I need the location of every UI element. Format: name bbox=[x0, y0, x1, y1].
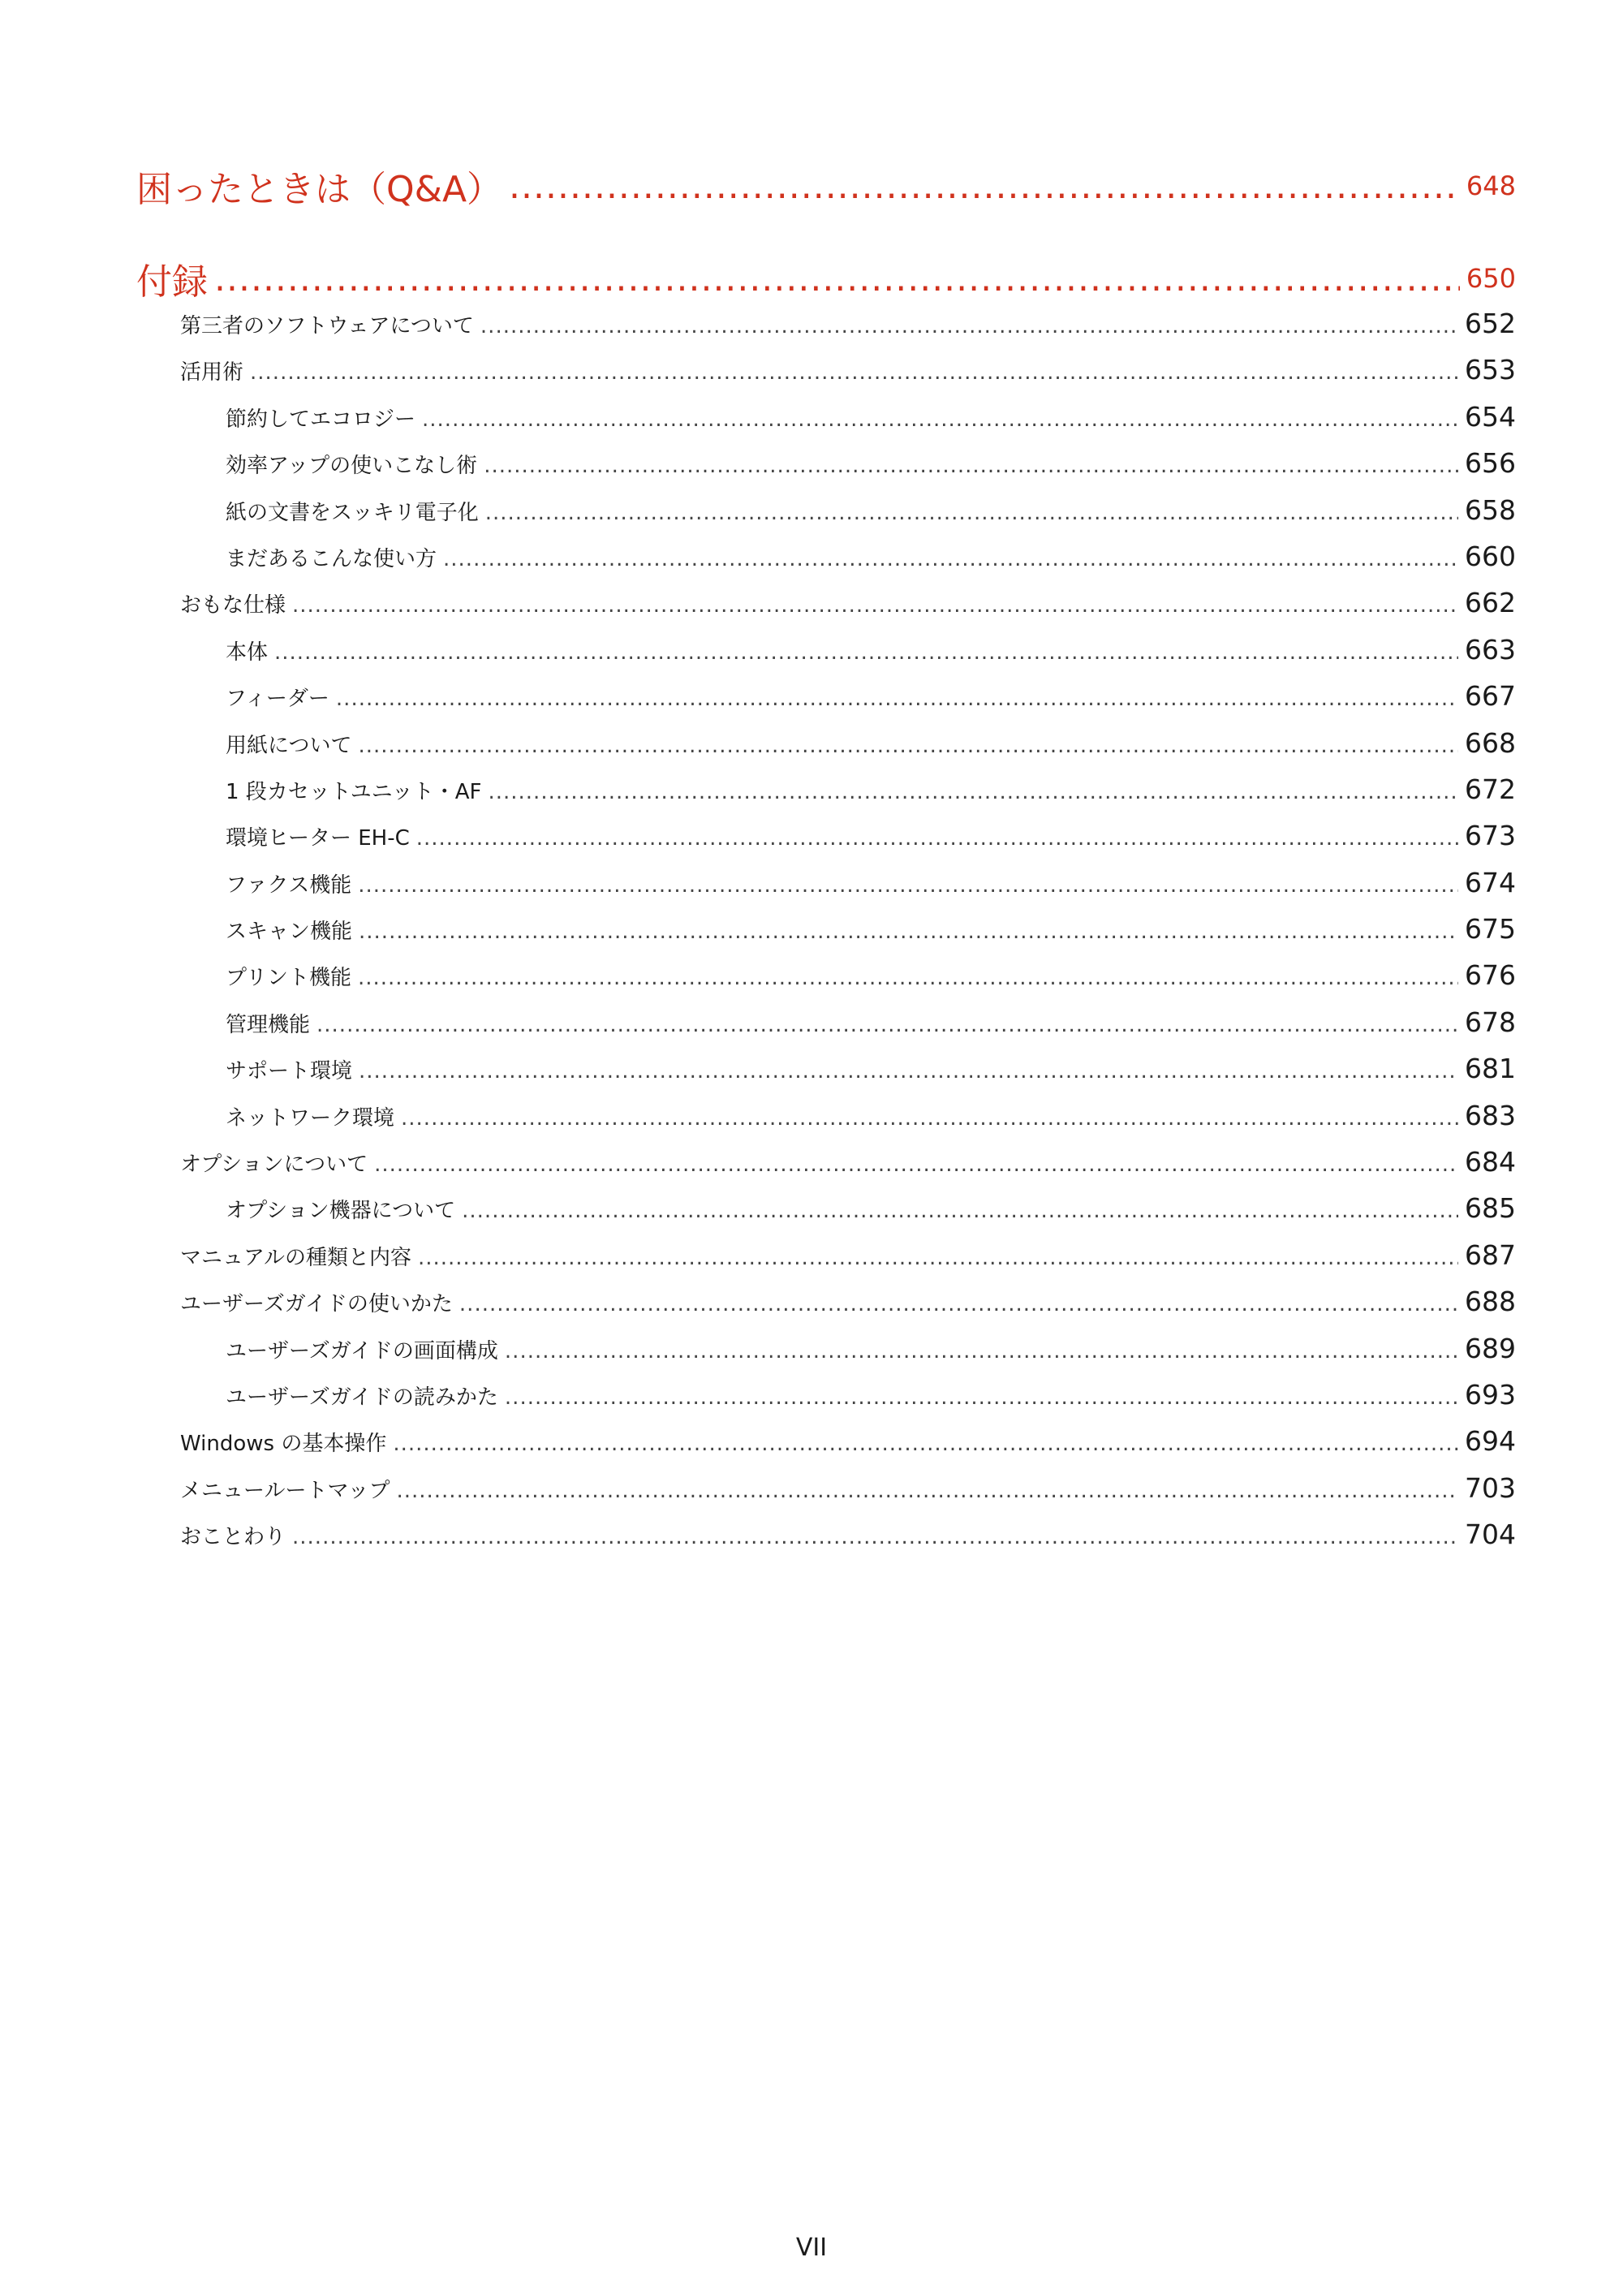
toc-page-number: 689 bbox=[1465, 1332, 1516, 1364]
toc-entry[interactable] bbox=[136, 1092, 1516, 1139]
toc-entry-label: 効率アップの使いこなし術 bbox=[226, 454, 478, 479]
dot-leader bbox=[250, 350, 1458, 396]
dot-leader bbox=[316, 1002, 1458, 1049]
toc-entry-label: 管理機能 bbox=[226, 1012, 311, 1037]
toc-entry[interactable] bbox=[136, 952, 1516, 998]
toc-page-number: 652 bbox=[1465, 308, 1516, 339]
toc-page-number: 654 bbox=[1465, 400, 1516, 433]
dot-leader bbox=[480, 304, 1458, 350]
toc-entry[interactable] bbox=[136, 394, 1516, 440]
toc-page-number: 648 bbox=[1466, 170, 1516, 201]
toc-entry-label: まだあるこんな使い方 bbox=[226, 546, 437, 571]
dot-leader bbox=[443, 536, 1458, 583]
toc-entry[interactable] bbox=[136, 1232, 1516, 1278]
toc-entry-label: マニュアルの種類と内容 bbox=[180, 1245, 411, 1270]
toc-page-number: 658 bbox=[1465, 493, 1516, 526]
toc-entry[interactable] bbox=[136, 999, 1516, 1045]
toc-chapter-title: 困ったときは（Q&A） bbox=[136, 169, 503, 210]
dot-leader bbox=[488, 769, 1458, 816]
toc-entry[interactable] bbox=[136, 533, 1516, 579]
toc-page-number: 663 bbox=[1465, 633, 1516, 666]
toc-entry[interactable] bbox=[136, 347, 1516, 393]
toc-page-number: 650 bbox=[1466, 263, 1516, 294]
toc-entry[interactable] bbox=[136, 1511, 1516, 1557]
dot-leader bbox=[359, 909, 1458, 955]
toc-page-number: 678 bbox=[1465, 1006, 1516, 1038]
toc-page-number: 673 bbox=[1465, 820, 1516, 852]
toc-entry[interactable] bbox=[136, 1278, 1516, 1325]
dot-leader bbox=[374, 1142, 1458, 1188]
toc-entry-label: オプション機器について bbox=[226, 1199, 456, 1224]
toc-page-number: 703 bbox=[1465, 1471, 1516, 1504]
toc-page-number: 676 bbox=[1465, 959, 1516, 992]
toc-page-number: 672 bbox=[1465, 773, 1516, 805]
toc-entry[interactable] bbox=[136, 300, 1516, 347]
toc-entry[interactable] bbox=[136, 579, 1516, 626]
dot-leader bbox=[393, 1421, 1458, 1467]
toc-page-number: 688 bbox=[1465, 1286, 1516, 1318]
toc-page-number: 685 bbox=[1465, 1192, 1516, 1225]
toc-chapter-appendix[interactable] bbox=[136, 213, 1516, 303]
toc-entry[interactable] bbox=[136, 766, 1516, 812]
toc-entry-label: 紙の文書をスッキリ電子化 bbox=[226, 500, 479, 525]
toc-chapter-title: 付録 bbox=[136, 261, 208, 303]
dot-leader bbox=[416, 816, 1458, 862]
dot-leader bbox=[292, 1514, 1458, 1561]
dot-leader bbox=[274, 630, 1458, 676]
toc-entry-label: 第三者のソフトウェアについて bbox=[180, 314, 474, 338]
toc-entry[interactable] bbox=[136, 487, 1516, 533]
toc-entry-label: 活用術 bbox=[180, 360, 244, 386]
toc-page-number: 704 bbox=[1465, 1518, 1516, 1551]
toc-entry-label: ユーザーズガイドの読みかた bbox=[226, 1385, 498, 1410]
dot-leader bbox=[422, 397, 1458, 443]
toc-entry-label: スキャン機能 bbox=[226, 920, 353, 945]
toc-entry[interactable] bbox=[136, 1139, 1516, 1185]
toc-entry[interactable] bbox=[136, 812, 1516, 859]
toc-entry-label: 1 段カセットユニット・AF bbox=[226, 779, 482, 804]
toc-entry[interactable] bbox=[136, 720, 1516, 766]
toc-entry-label: ファクス機能 bbox=[226, 872, 352, 898]
dot-leader bbox=[336, 676, 1458, 722]
table-of-contents bbox=[136, 159, 1516, 1558]
toc-page-number: 660 bbox=[1465, 540, 1516, 572]
toc-entry-label: 環境ヒーター EH-C bbox=[226, 826, 410, 851]
dot-leader bbox=[509, 166, 1460, 207]
toc-page-number: 667 bbox=[1465, 680, 1516, 713]
toc-entry[interactable] bbox=[136, 627, 1516, 673]
toc-entry-label: ネットワーク環境 bbox=[226, 1105, 395, 1131]
toc-entry[interactable] bbox=[136, 1325, 1516, 1372]
toc-page-number: 653 bbox=[1465, 354, 1516, 386]
toc-entry-label: ユーザーズガイドの画面構成 bbox=[226, 1338, 498, 1363]
toc-page-number: 662 bbox=[1465, 587, 1516, 619]
toc-page-number: 693 bbox=[1465, 1378, 1516, 1411]
toc-entry[interactable] bbox=[136, 1465, 1516, 1511]
footer-page-number: VII bbox=[795, 2234, 828, 2262]
dot-leader bbox=[462, 1188, 1458, 1234]
toc-entry[interactable] bbox=[136, 859, 1516, 906]
toc-entry-label: 用紙について bbox=[226, 733, 352, 758]
toc-entry-label: メニュールートマップ bbox=[180, 1478, 390, 1503]
toc-page-number: 687 bbox=[1465, 1238, 1516, 1271]
toc-entry-list bbox=[136, 300, 1516, 1558]
dot-leader bbox=[418, 1235, 1458, 1282]
toc-entry[interactable] bbox=[136, 1418, 1516, 1464]
toc-page-number: 675 bbox=[1465, 913, 1516, 946]
toc-entry-label: 本体 bbox=[226, 640, 269, 665]
toc-chapter-troubleshooting[interactable] bbox=[136, 159, 1516, 213]
toc-entry-label: フィーダー bbox=[226, 687, 329, 712]
toc-entry-label: Windows の基本操作 bbox=[180, 1432, 387, 1457]
toc-entry[interactable] bbox=[136, 673, 1516, 719]
toc-entry-label: おもな仕様 bbox=[180, 593, 286, 618]
toc-page-number: 694 bbox=[1465, 1425, 1516, 1458]
toc-page-number: 683 bbox=[1465, 1099, 1516, 1131]
toc-entry[interactable] bbox=[136, 1372, 1516, 1418]
dot-leader bbox=[459, 1282, 1458, 1328]
dot-leader bbox=[485, 490, 1458, 536]
dot-leader bbox=[396, 1468, 1458, 1514]
toc-page-number: 668 bbox=[1465, 726, 1516, 759]
dot-leader bbox=[505, 1329, 1458, 1375]
dot-leader bbox=[359, 1049, 1458, 1095]
dot-leader bbox=[292, 583, 1458, 629]
toc-entry[interactable] bbox=[136, 906, 1516, 952]
toc-entry[interactable] bbox=[136, 1185, 1516, 1231]
toc-page-number: 684 bbox=[1465, 1146, 1516, 1178]
dot-leader bbox=[214, 258, 1460, 299]
dot-leader bbox=[505, 1375, 1458, 1421]
dot-leader bbox=[358, 863, 1458, 909]
toc-entry-label: ユーザーズガイドの使いかた bbox=[180, 1292, 453, 1317]
dot-leader bbox=[358, 955, 1458, 1002]
toc-entry[interactable] bbox=[136, 440, 1516, 486]
toc-entry-label: オプションについて bbox=[180, 1152, 368, 1178]
toc-entry-label: プリント機能 bbox=[226, 966, 351, 991]
dot-leader bbox=[401, 1096, 1458, 1142]
toc-entry[interactable] bbox=[136, 1045, 1516, 1092]
toc-entry-label: 節約してエコロジー bbox=[226, 407, 416, 432]
toc-page-number: 656 bbox=[1465, 447, 1516, 480]
dot-leader bbox=[484, 443, 1458, 489]
toc-entry-label: サポート環境 bbox=[226, 1059, 353, 1084]
toc-entry-label: おことわり bbox=[180, 1525, 286, 1550]
dot-leader bbox=[358, 723, 1458, 769]
toc-page-number: 681 bbox=[1465, 1053, 1516, 1085]
toc-page-number: 674 bbox=[1465, 866, 1516, 898]
